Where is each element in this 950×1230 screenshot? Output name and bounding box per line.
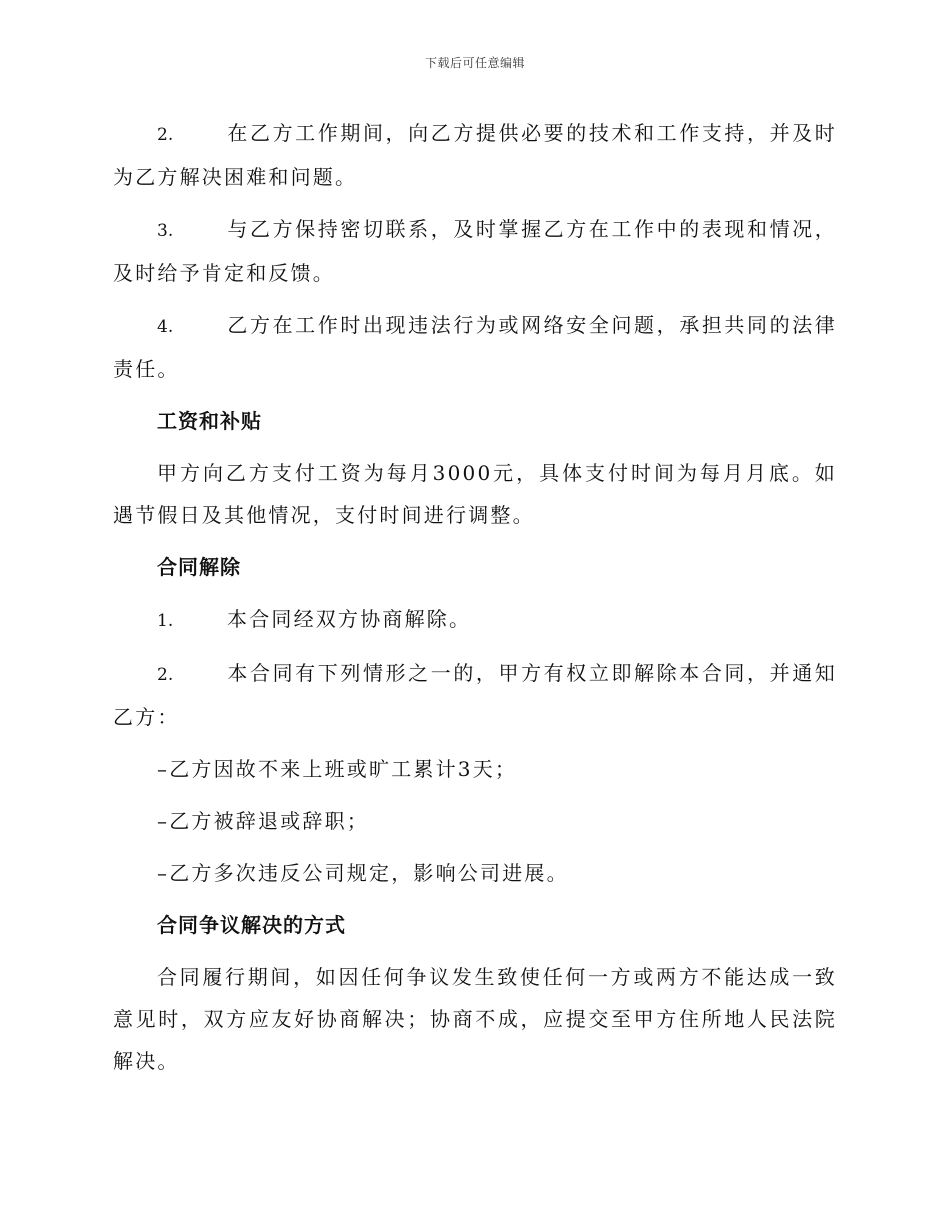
duty-item-3	[113, 208, 837, 294]
item-text: 本合同有下列情形之一的，甲方有权立即解除本合同，并通知乙方：	[113, 661, 837, 729]
item-number: 2.	[157, 665, 174, 685]
duty-item-4	[113, 304, 837, 390]
item-text: 乙方在工作时出现违法行为或网络安全问题，承担共同的法律责任。	[113, 313, 837, 381]
duty-item-2	[113, 112, 837, 198]
section-heading-salary: 工资和补贴	[157, 409, 262, 433]
page-header: 下载后可任意编辑	[424, 56, 525, 70]
item-number: 4.	[157, 317, 174, 337]
item-number: 2.	[157, 125, 174, 145]
item-number: 3.	[157, 221, 174, 241]
item-text: 本合同经双方协商解除。	[227, 607, 472, 631]
section-heading-termination: 合同解除	[157, 555, 241, 579]
termination-item-2	[113, 652, 837, 738]
item-text: 在乙方工作期间，向乙方提供必要的技术和工作支持，并及时为乙方解决困难和问题。	[113, 121, 837, 189]
termination-bullet: –乙方多次违反公司规定，影响公司进展。	[157, 861, 569, 885]
termination-bullet: –乙方因故不来上班或旷工累计3天；	[157, 757, 518, 781]
salary-paragraph: 甲方向乙方支付工资为每月3000元，具体支付时间为每月月底。如遇节假日及其他情况，支付时间进行调整。	[113, 461, 837, 527]
dispute-paragraph: 合同履行期间，如因任何争议发生致使任何一方或两方不能达成一致意见时，双方应友好协商解决；协商不成，应提交至甲方住所地人民法院解决。	[113, 965, 837, 1073]
document-body	[113, 112, 837, 1092]
item-number: 1.	[157, 611, 174, 631]
section-heading-dispute: 合同争议解决的方式	[157, 913, 346, 937]
termination-item-1	[113, 598, 837, 642]
termination-bullet: –乙方被辞退或辞职；	[157, 809, 369, 833]
item-text: 与乙方保持密切联系，及时掌握乙方在工作中的表现和情况，及时给予肯定和反馈。	[113, 217, 837, 285]
